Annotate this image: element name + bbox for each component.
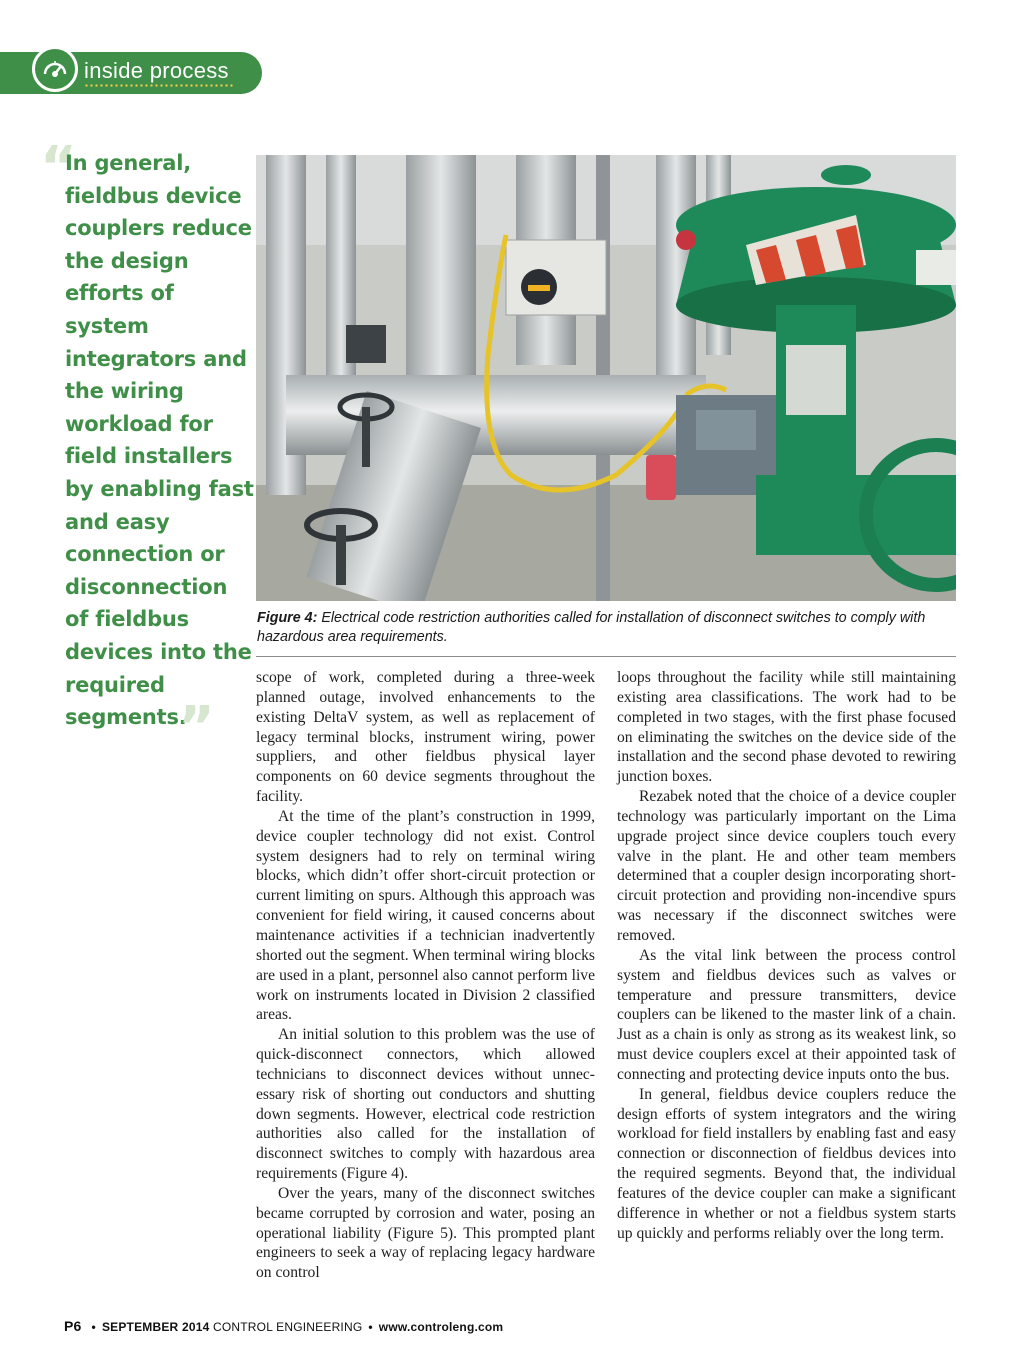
figure-label: Figure 4: xyxy=(257,610,318,626)
paragraph: As the vital link between the process control system and fieldbus devices such as valves or temperature and pressure transmitters, device couplers can be likened to the master link of a chain. Just as a chain is only as strong as its weakest link, so must device couplers excel at their appointed task of connecting and protecting device inputs onto the bus. xyxy=(617,946,956,1083)
gauge-icon xyxy=(32,46,78,92)
section-label: inside process xyxy=(84,58,229,83)
footer-publication: CONTROL ENGINEERING xyxy=(213,1320,363,1334)
figure-caption xyxy=(257,609,957,647)
section-label-underline xyxy=(84,84,234,87)
footer-url[interactable]: www.controleng.com xyxy=(378,1320,504,1334)
page-number: P6 xyxy=(64,1318,82,1334)
paragraph: loops throughout the facility while still maintaining existing area classifications. The work had to be completed in two stages, with the first phase focused on eliminating the switches on the device side of the installation and the second phase devoted to rewiring junction boxes. xyxy=(617,669,956,786)
paragraph: Over the years, many of the disconnect switches became corrupted by corrosion and water, posing an operational liability (Figure 5). This prompted plant engineers to seek a way of replacing legacy hardware on control xyxy=(256,1184,595,1282)
footer-bullet: • xyxy=(368,1320,373,1334)
body-column-1 xyxy=(256,668,595,1283)
figure-caption-text: Electrical code restriction authorities called for installation of disconnect switches to comply with hazardous area requirements. xyxy=(257,610,926,645)
paragraph: scope of work, completed during a three-week planned outage, involved enhancements to the existing DeltaV system, as well as replacement of legacy terminal blocks, instrument wiring, power suppliers, and other fieldbus physical layer components on 60 device segments throughout the facility. xyxy=(256,669,595,806)
paragraph: Rezabek noted that the choice of a device coupler technology was particularly important on the Lima upgrade project since device couplers touch every valve in the plant. He and other team members determined that a coupler design incorporating short-circuit protection and providing non-incendive spurs was necessary if the disconnect switches were removed. xyxy=(617,788,956,944)
figure-photo xyxy=(256,155,956,601)
pull-quote: In general, fieldbus device couplers reduce the design efforts of system integrators and the wiring workload for field installers by enabling fast and easy connection or disconnection of fieldbus devices into the required segments. xyxy=(65,151,254,730)
paragraph: At the time of the plant’s construction in 1999, device coupler technology did not exist. Control system designers had to rely on terminal wiring blocks, which didn’t offer short-circuit protection or current limiting on spurs. Although this approach was convenient for field wiring, it caused concerns about maintenance activities if a technician inadvertently shorted out the segment. When terminal wiring blocks are used in a plant, personnel also cannot perform live work on instruments located in Division 2 classified areas. xyxy=(256,807,595,1024)
paragraph: An initial solution to this problem was the use of quick-disconnect connectors, which allowed technicians to disconnect devices without unnecessary risk of shorting out conductors and shutting down segments. However, electrical code restriction authorities also called for the installation of disconnect switches to comply with hazardous area requirements (Figure 4). xyxy=(256,1026,595,1183)
caption-divider xyxy=(256,656,956,657)
body-column-2 xyxy=(617,668,956,1243)
close-quote-mark: ” xyxy=(178,695,215,760)
open-quote-mark: “ xyxy=(40,135,77,200)
footer-issue: SEPTEMBER 2014 xyxy=(101,1320,210,1334)
paragraph: In general, fieldbus device couplers reduce the design efforts of system integrators and the wiring workload for field installers by enabling fast and easy connection or disconnection of fieldbus devices into the required segments. Beyond that, the individual features of the device coupler can make a significant difference in whether or not a fieldbus system starts up quickly and performs reliably over the long term. xyxy=(617,1085,956,1242)
page-footer xyxy=(64,1318,503,1334)
footer-bullet: • xyxy=(91,1320,96,1334)
